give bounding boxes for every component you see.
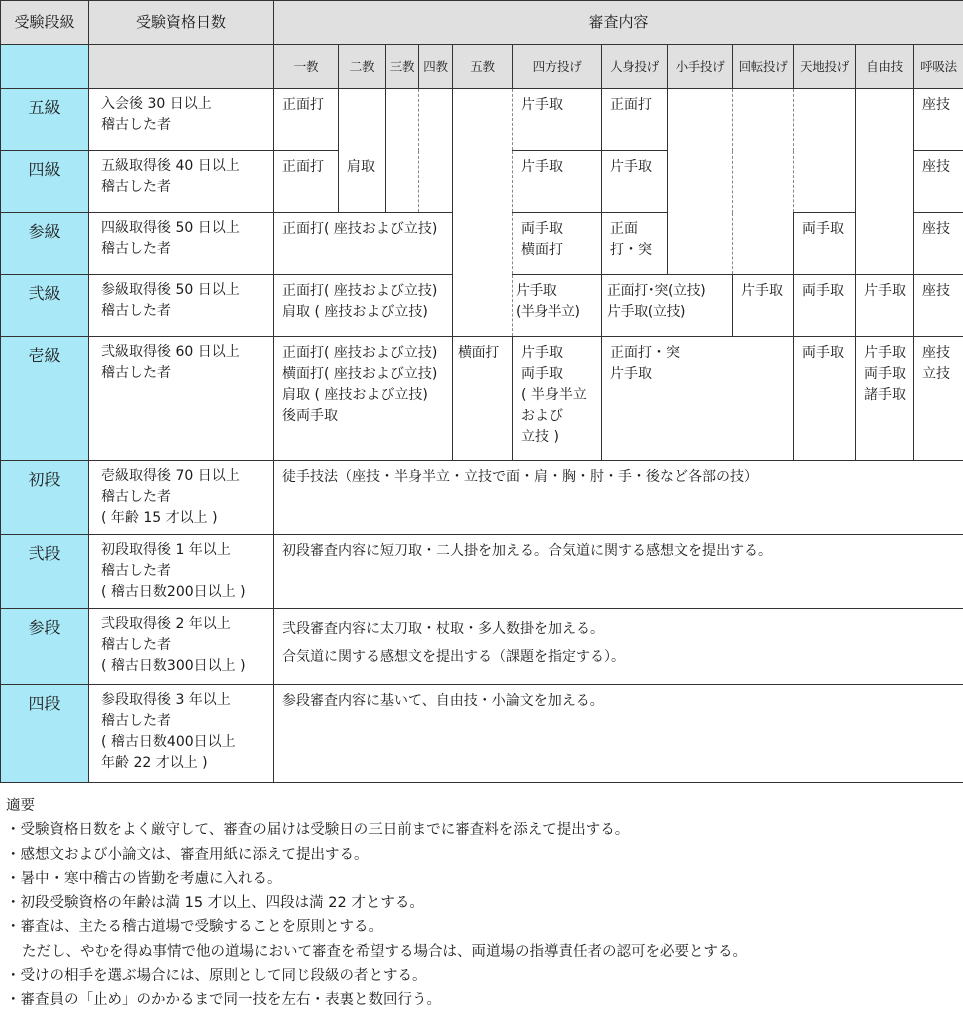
irimi-line: 正面打・突: [610, 345, 680, 361]
jiyu-cell: [856, 337, 914, 461]
grade-label: 壱級: [1, 337, 89, 461]
grade-label: 弐級: [1, 275, 89, 337]
irimi-cell: [602, 275, 733, 337]
jiyu-line: 諸手取: [864, 387, 906, 403]
tenchi-cell: 両手取: [794, 337, 856, 461]
gokyo-cell: [453, 89, 513, 337]
note-item: ・審査は、主たる稽古道場で受験することを原則とする。: [6, 919, 383, 936]
requirement-line: 四級取得後 50 日以上: [101, 220, 240, 236]
requirement-cell: [89, 609, 274, 685]
irimi-line: 正面打･突(立技): [607, 283, 706, 299]
requirement-line: 稽古した者: [101, 179, 171, 195]
col-kote-gaeshi: 小手投げ: [668, 45, 733, 89]
irimi-line: 片手取: [610, 366, 652, 382]
requirement-line: 稽古した者: [101, 241, 171, 257]
ikkyo-cell: 正面打: [274, 89, 339, 151]
col-kaiten-nage: 回転投げ: [733, 45, 794, 89]
kokyu-line: 座技: [922, 345, 950, 361]
requirement-line: 稽古した者: [101, 713, 171, 729]
requirement-line: 稽古した者: [101, 489, 171, 505]
kihon-line: 肩取 ( 座技および立技): [282, 304, 428, 320]
header-content: 審査内容: [274, 1, 963, 45]
grade-label: 参段: [1, 609, 89, 685]
requirement-line: 参級取得後 50 日以上: [101, 282, 240, 298]
header-grade: 受験段級: [1, 1, 89, 45]
header-requirement: 受験資格日数: [89, 1, 274, 45]
requirement-line: ( 稽古日数400日以上: [101, 734, 236, 750]
grade-label: 弐段: [1, 535, 89, 609]
requirement-line: 稽古した者: [101, 365, 171, 381]
kaiten-cell: 片手取: [733, 275, 794, 337]
requirement-line: 年齢 22 才以上 ): [101, 755, 208, 771]
irimi-cell: 正面打: [602, 89, 668, 151]
kokyu-cell: 座技: [914, 275, 963, 337]
col-tenchi-nage: 天地投げ: [794, 45, 856, 89]
shiho-line: 横面打: [521, 242, 563, 258]
shiho-line: (半身半立): [516, 304, 580, 320]
col-gokyo: 五教: [453, 45, 513, 89]
kihon-line: 横面打( 座技および立技): [282, 366, 438, 382]
ikkyo-cell: 正面打: [274, 151, 339, 213]
nikyo-cell: [339, 89, 386, 151]
note-item-continued: ただし、やむを得ぬ事情で他の道場において審査を希望する場合は、両道場の指導責任者の認可を必要とする。: [22, 943, 747, 960]
kihon-cell: [274, 337, 453, 461]
requirement-line: ( 稽古日数300日以上 ): [101, 658, 246, 674]
irimi-cell: 片手取: [602, 151, 668, 213]
col-jiyu-waza: 自由技: [856, 45, 914, 89]
col-shiho-nage: 四方投げ: [513, 45, 602, 89]
kihon-cell: 正面打( 座技および立技): [274, 213, 453, 275]
irimi-cell: [602, 337, 794, 461]
note-item: ・審査員の「止め」のかかるまで同一技を左右・表裏と数回行う。: [6, 992, 441, 1009]
dan-content-line: 弐段審査内容に太刀取・杖取・多人数掛を加える。: [282, 621, 604, 637]
requirement-line: 稽古した者: [101, 563, 171, 579]
kote-cell: [668, 89, 733, 275]
requirement-cell: [89, 535, 274, 609]
shiho-line: および: [521, 408, 563, 424]
kihon-line: 正面打( 座技および立技): [282, 283, 438, 299]
irimi-line: 片手取(立技): [607, 304, 686, 320]
shiho-cell: [513, 337, 602, 461]
irimi-cell: 正面打・突: [602, 213, 668, 275]
kokyu-cell: 座技: [914, 151, 963, 213]
dan-content-line: 参段審査内容に基いて、自由技・小論文を加える。: [282, 693, 604, 709]
requirement-line: 弐段取得後 2 年以上: [101, 616, 231, 632]
note-item: ・初段受験資格の年齢は満 15 才以上、四段は満 22 才とする。: [6, 895, 424, 912]
grade-label: 四段: [1, 685, 89, 783]
shiho-cell: 片手取: [513, 89, 602, 151]
shiho-line: 両手取: [521, 221, 563, 237]
kokyu-cell: [914, 337, 963, 461]
kokyu-cell: 座技: [914, 89, 963, 151]
requirement-line: 参段取得後 3 年以上: [101, 692, 231, 708]
tenchi-cell: 両手取: [794, 275, 856, 337]
grade-label: 五級: [1, 89, 89, 151]
tenchi-cell: [794, 89, 856, 213]
shiho-line: ( 半身半立: [521, 387, 587, 403]
yonkyo-cell: [419, 89, 453, 213]
header-requirement-blank: [89, 45, 274, 89]
dan-content-line: 合気道に関する感想文を提出する（課題を指定する）。: [282, 649, 625, 665]
requirement-cell: [89, 89, 274, 151]
requirement-line: ( 稽古日数200日以上 ): [101, 584, 246, 600]
dan-content-cell: [274, 535, 963, 609]
col-sankyo: 三教: [386, 45, 419, 89]
col-ikkyo: 一教: [274, 45, 339, 89]
notes-section: [6, 794, 956, 1013]
grade-label: 四級: [1, 151, 89, 213]
jiyu-cell: [856, 89, 914, 275]
kokyu-cell: 座技: [914, 213, 963, 275]
shiho-cell: [513, 275, 602, 337]
shiho-line: 立技 ): [521, 429, 559, 445]
kihon-line: 肩取 ( 座技および立技): [282, 387, 428, 403]
requirement-cell: [89, 275, 274, 337]
dan-content-cell: [274, 461, 963, 535]
dan-content-line: 初段審査内容に短刀取・二人掛を加える。合気道に関する感想文を提出する。: [282, 543, 772, 559]
shiho-line: 片手取: [521, 345, 563, 361]
requirement-line: 稽古した者: [101, 303, 171, 319]
dan-content-line: 徒手技法（座技・半身半立・立技で面・肩・胸・肘・手・後など各部の技）: [282, 469, 758, 485]
dan-content-cell: [274, 685, 963, 783]
notes-title: 適要: [6, 798, 35, 814]
grade-label: 初段: [1, 461, 89, 535]
requirement-line: 稽古した者: [101, 637, 171, 653]
kokyu-line: 立技: [922, 366, 950, 382]
note-item: ・暑中・寒中稽古の皆勤を考慮に入れる。: [6, 870, 282, 887]
requirement-cell: [89, 461, 274, 535]
nikyo-cell: 肩取: [339, 151, 386, 213]
note-item: ・受けの相手を選ぶ場合には、原則として同じ段級の者とする。: [6, 968, 427, 985]
col-kokyu-ho: 呼吸法: [914, 45, 963, 89]
sankyo-cell: [386, 89, 419, 213]
dan-content-cell: [274, 609, 963, 685]
requirement-line: ( 年齢 15 才以上 ): [101, 510, 218, 526]
col-nikyo: 二教: [339, 45, 386, 89]
requirement-line: 五級取得後 40 日以上: [101, 158, 240, 174]
shiho-line: 両手取: [521, 366, 563, 382]
col-yonkyo: 四教: [419, 45, 453, 89]
requirement-cell: [89, 685, 274, 783]
note-item: ・受験資格日数をよく厳守して、審査の届けは受験日の三日前までに審査料を添えて提出する。: [6, 822, 630, 839]
requirement-cell: [89, 337, 274, 461]
tenchi-cell: 両手取: [794, 213, 856, 275]
grade-label: 参級: [1, 213, 89, 275]
requirement-cell: [89, 151, 274, 213]
requirement-cell: [89, 213, 274, 275]
note-item: ・感想文および小論文は、審査用紙に添えて提出する。: [6, 846, 369, 863]
header-grade-blank: [1, 45, 89, 89]
gokyo-cell: 横面打: [453, 337, 513, 461]
requirement-line: 入会後 30 日以上: [101, 96, 212, 112]
jiyu-line: 両手取: [864, 366, 906, 382]
col-irimi-nage: 人身投げ: [602, 45, 668, 89]
kihon-line: 正面打( 座技および立技): [282, 345, 438, 361]
kihon-cell: [274, 275, 453, 337]
requirement-line: 稽古した者: [101, 117, 171, 133]
kihon-line: 後両手取: [282, 408, 338, 424]
requirement-line: 壱級取得後 70 日以上: [101, 468, 240, 484]
kaiten-cell: [733, 89, 794, 275]
requirement-line: 弐級取得後 60 日以上: [101, 344, 240, 360]
shiho-line: 片手取: [516, 283, 557, 299]
requirement-line: 初段取得後 1 年以上: [101, 542, 231, 558]
shiho-cell: 片手取: [513, 151, 602, 213]
shiho-cell: [513, 213, 602, 275]
jiyu-cell: 片手取: [856, 275, 914, 337]
jiyu-line: 片手取: [864, 345, 906, 361]
